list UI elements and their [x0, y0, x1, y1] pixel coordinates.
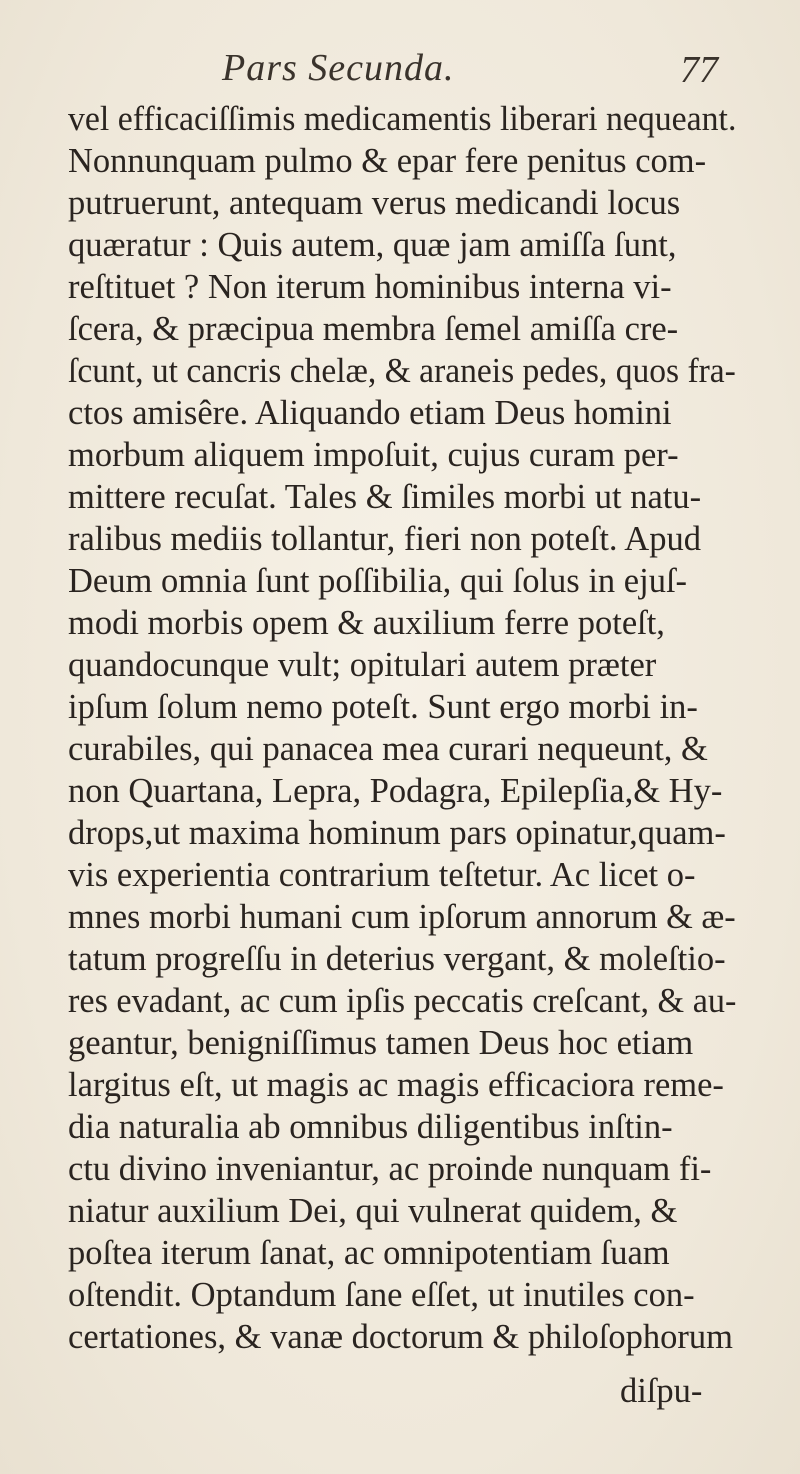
text-line: non Quartana, Lepra, Podagra, Epilepſia,& Hy- [68, 772, 723, 810]
text-line: geantur, benigniſſimus tamen Deus hoc etiam [68, 1024, 694, 1062]
text-line: dia naturalia ab omnibus diligentibus inſtin- [68, 1108, 673, 1146]
text-line: ctu divino inveniantur, ac proinde nunquam fi- [68, 1150, 712, 1188]
text-line: certationes, & vanæ doctorum & philoſophorum [68, 1318, 733, 1356]
text-line: ctos amisêre. Aliquando etiam Deus homini [68, 394, 672, 432]
text-line: quæratur : Quis autem, quæ jam amiſſa ſunt, [68, 226, 677, 264]
running-head: Pars Secunda. [222, 47, 455, 89]
text-line: tatum progreſſu in deterius vergant, & moleſtio- [68, 940, 726, 978]
text-line: mnes morbi humani cum ipſorum annorum & æ- [68, 898, 736, 936]
text-line: largitus eſt, ut magis ac magis efficaciora reme- [68, 1066, 724, 1104]
text-line: niatur auxilium Dei, qui vulnerat quidem, & [68, 1192, 678, 1230]
page-number: 77 [680, 49, 718, 91]
catchword: diſpu- [620, 1372, 703, 1410]
text-line: quandocunque vult; opitulari autem præter [68, 646, 657, 684]
page-header [0, 42, 800, 102]
text-line: mittere recuſat. Tales & ſimiles morbi ut natu- [68, 478, 702, 516]
text-line: morbum aliquem impoſuit, cujus curam per- [68, 436, 679, 474]
text-line: ipſum ſolum nemo poteſt. Sunt ergo morbi in- [68, 688, 698, 726]
text-line: res evadant, ac cum ipſis peccatis creſcant, & au- [68, 982, 737, 1020]
text-line: reſtituet ? Non iterum hominibus interna vi- [68, 268, 672, 306]
text-line: vel efficaciſſimis medicamentis liberari nequeant. [68, 100, 737, 138]
text-line: Nonnunquam pulmo & epar fere penitus com- [68, 142, 707, 180]
text-line: ralibus mediis tollantur, fieri non poteſt. Apud [68, 520, 701, 558]
text-line: vis experientia contrarium teſtetur. Ac licet o- [68, 856, 696, 894]
text-line: curabiles, qui panacea mea curari nequeunt, & [68, 730, 708, 768]
text-line: poſtea iterum ſanat, ac omnipotentiam ſuam [68, 1234, 670, 1272]
text-line: ſcera, & præcipua membra ſemel amiſſa cre- [68, 310, 679, 348]
text-line: modi morbis opem & auxilium ferre poteſt, [68, 604, 665, 642]
text-line: putruerunt, antequam verus medicandi locus [68, 184, 681, 222]
text-line: oſtendit. Optandum ſane eſſet, ut inutiles con- [68, 1276, 695, 1314]
text-line: Deum omnia ſunt poſſibilia, qui ſolus in ejuſ- [68, 562, 688, 600]
text-line: ſcunt, ut cancris chelæ, & araneis pedes, quos fra- [68, 352, 736, 390]
text-line: drops,ut maxima hominum pars opinatur,quam- [68, 814, 726, 852]
